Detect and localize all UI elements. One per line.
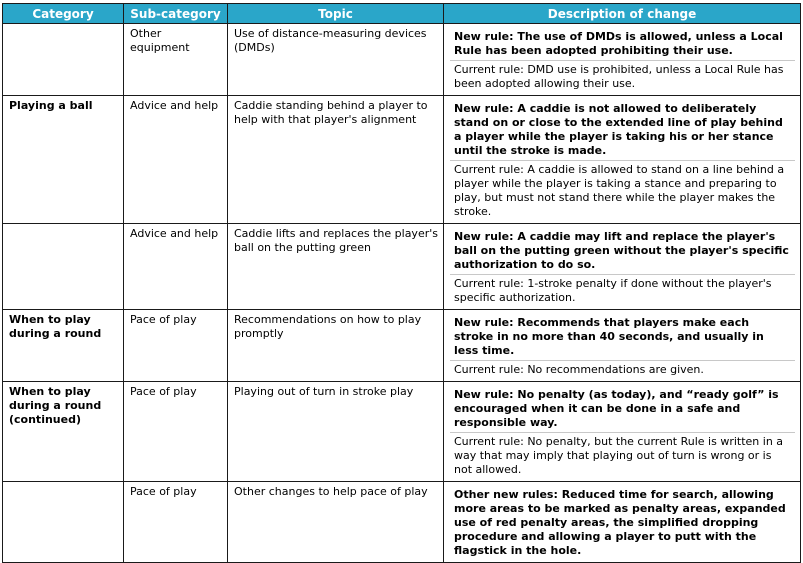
header-row xyxy=(3,4,801,24)
topic-cell: Caddie standing behind a player to help with that player's alignment xyxy=(228,96,444,224)
topic-cell: Use of distance-measuring devices (DMDs) xyxy=(228,24,444,96)
table-row xyxy=(3,382,801,482)
topic-cell: Recommendations on how to play promptly xyxy=(228,310,444,382)
current-rule-text: Current rule: A caddie is allowed to stand on a line behind a player while the player is taking a stance and preparing to play, but must not stand there while the player makes the stroke. xyxy=(450,160,795,221)
topic-cell: Caddie lifts and replaces the player's ball on the putting green xyxy=(228,224,444,310)
table-row xyxy=(3,310,801,382)
description-cell xyxy=(444,382,801,482)
description-cell xyxy=(444,96,801,224)
description-cell xyxy=(444,310,801,382)
rules-change-table xyxy=(2,3,801,563)
category-cell: Playing a ball xyxy=(3,96,124,224)
new-rule-text: Other new rules: Reduced time for search, allowing more areas to be marked as penalty areas, expanded use of red penalty areas, the simplified dropping procedure and allowing a player to putt with the flagstick in the hole. xyxy=(454,488,786,557)
current-rule-text: Current rule: 1-stroke penalty if done without the player's specific authorization. xyxy=(450,274,795,307)
subcategory-cell: Advice and help xyxy=(124,224,228,310)
description-cell xyxy=(444,224,801,310)
header-subcategory: Sub-category xyxy=(124,4,228,24)
subcategory-cell: Advice and help xyxy=(124,96,228,224)
category-cell: When to play during a round (continued) xyxy=(3,382,124,482)
new-rule-text: New rule: A caddie may lift and replace the player's ball on the putting green without the player's specific authorization to do so. xyxy=(454,230,789,271)
category-cell: When to play during a round xyxy=(3,310,124,382)
category-cell xyxy=(3,224,124,310)
header-category: Category xyxy=(3,4,124,24)
header-description: Description of change xyxy=(444,4,801,24)
subcategory-cell: Pace of play xyxy=(124,382,228,482)
new-rule-text: New rule: A caddie is not allowed to deliberately stand on or close to the extended line of play behind a player while the player is taking his or her stance until the stroke is made. xyxy=(454,102,783,157)
subcategory-cell: Other equipment xyxy=(124,24,228,96)
topic-cell: Other changes to help pace of play xyxy=(228,482,444,563)
current-rule-text: Current rule: DMD use is prohibited, unless a Local Rule has been adopted allowing their use. xyxy=(450,60,795,93)
new-rule-text: New rule: The use of DMDs is allowed, unless a Local Rule has been adopted prohibiting their use. xyxy=(454,30,783,57)
category-cell xyxy=(3,24,124,96)
new-rule-text: New rule: No penalty (as today), and “ready golf” is encouraged when it can be done in a safe and responsible way. xyxy=(454,388,779,429)
new-rule-text: New rule: Recommends that players make each stroke in no more than 40 seconds, and usually in less time. xyxy=(454,316,764,357)
current-rule-text: Current rule: No recommendations are given. xyxy=(450,360,795,379)
table-row xyxy=(3,96,801,224)
subcategory-cell: Pace of play xyxy=(124,482,228,563)
header-topic: Topic xyxy=(228,4,444,24)
subcategory-cell: Pace of play xyxy=(124,310,228,382)
current-rule-text: Current rule: No penalty, but the current Rule is written in a way that may imply that playing out of turn is wrong or is not allowed. xyxy=(450,432,795,479)
topic-cell: Playing out of turn in stroke play xyxy=(228,382,444,482)
description-cell xyxy=(444,482,801,563)
category-cell xyxy=(3,482,124,563)
table-row xyxy=(3,482,801,563)
table-row xyxy=(3,224,801,310)
table-row xyxy=(3,24,801,96)
description-cell xyxy=(444,24,801,96)
